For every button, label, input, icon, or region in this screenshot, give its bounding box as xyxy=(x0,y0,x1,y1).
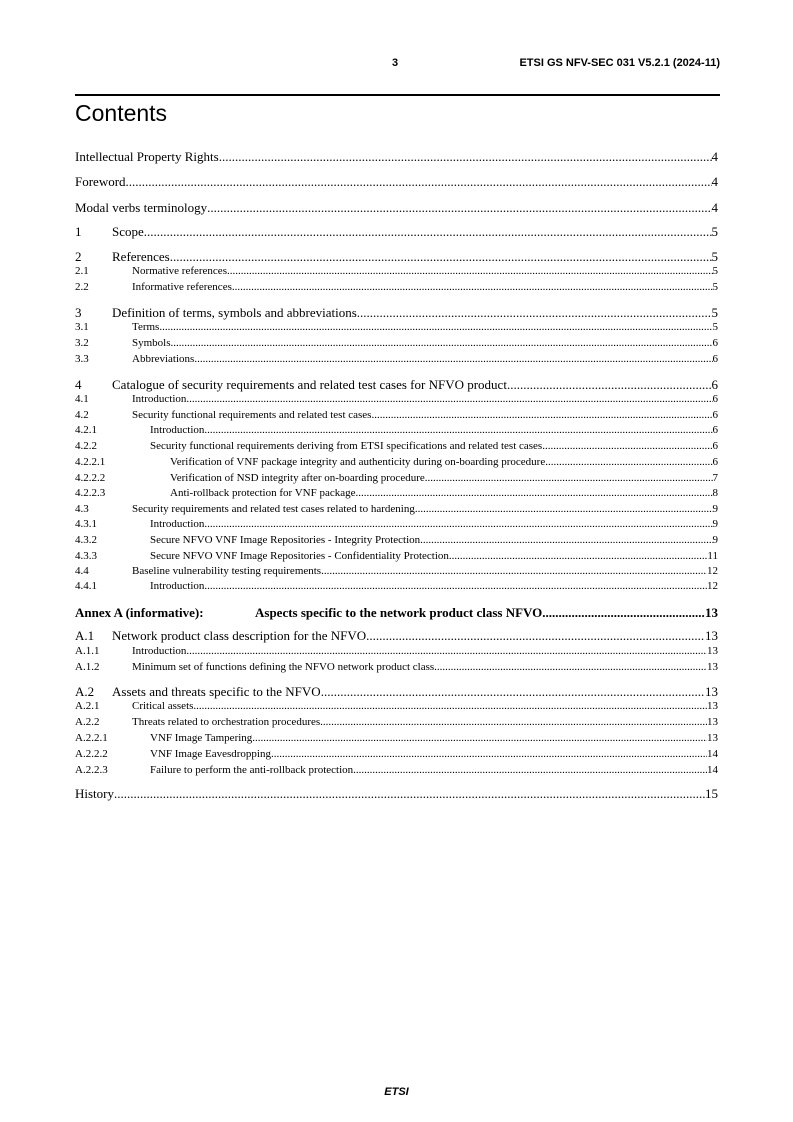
toc-entry-title: VNF Image Eavesdropping xyxy=(150,748,271,760)
toc-entry-page: 4 xyxy=(711,149,718,164)
toc-entry-page: 13 xyxy=(705,628,718,643)
toc-entry-title: Introduction xyxy=(150,518,205,530)
toc-entry-title: Critical assets xyxy=(132,700,194,712)
toc-dot-leader xyxy=(114,786,705,802)
toc-entry-page: 5 xyxy=(712,281,718,293)
toc-entry[interactable] xyxy=(75,265,718,277)
toc-entry-number: 2.2 xyxy=(75,281,89,293)
toc-entry-title: Intellectual Property Rights xyxy=(75,149,219,164)
toc-dot-leader xyxy=(357,305,712,321)
toc-entry[interactable] xyxy=(75,534,718,546)
toc-entry[interactable] xyxy=(75,440,718,452)
toc-entry-page: 9 xyxy=(712,503,718,515)
toc-entry-number: A.2.2.3 xyxy=(75,764,108,776)
toc-entry-title: Modal verbs terminology xyxy=(75,200,208,215)
toc-entry-page: 9 xyxy=(712,534,718,546)
toc-entry[interactable] xyxy=(75,550,718,562)
toc-entry-title: Definition of terms, symbols and abbreviations xyxy=(112,305,357,320)
toc-entry[interactable] xyxy=(75,732,718,744)
toc-dot-leader xyxy=(545,456,712,468)
toc-entry-page: 15 xyxy=(705,786,718,801)
toc-entry[interactable] xyxy=(75,424,718,436)
toc-entry[interactable] xyxy=(75,764,718,776)
toc-entry-title: History xyxy=(75,786,114,801)
toc-entry-number: 3.2 xyxy=(75,337,89,349)
page-number: 3 xyxy=(392,57,399,69)
toc-entry-page: 6 xyxy=(711,377,718,392)
toc-entry-number: A.1 xyxy=(75,628,95,643)
toc-entry-page: 13 xyxy=(705,684,718,699)
toc-entry-page: 4 xyxy=(711,200,718,215)
toc-dot-leader xyxy=(320,716,707,728)
toc-entry[interactable] xyxy=(75,409,718,421)
toc-dot-leader xyxy=(420,534,712,546)
toc-entry-number: 1 xyxy=(75,224,82,239)
toc-entry[interactable] xyxy=(75,661,718,673)
toc-entry-page: 5 xyxy=(711,224,718,239)
document-id: ETSI GS NFV-SEC 031 V5.2.1 (2024-11) xyxy=(519,57,720,69)
toc-dot-leader xyxy=(425,472,713,484)
toc-entry-page: 5 xyxy=(712,265,718,277)
toc-entry[interactable] xyxy=(75,684,718,700)
toc-entry[interactable] xyxy=(75,305,718,321)
toc-entry-title: Introduction xyxy=(132,645,187,657)
toc-entry[interactable] xyxy=(75,645,718,657)
toc-entry-title: Security functional requirements and related test cases xyxy=(132,409,372,421)
toc-dot-leader xyxy=(542,605,705,621)
toc-entry-number: 3 xyxy=(75,305,82,320)
toc-entry-number: 4.2.2.3 xyxy=(75,487,106,499)
toc-entry[interactable] xyxy=(75,700,718,712)
toc-entry-page: 13 xyxy=(707,716,718,728)
toc-entry[interactable] xyxy=(75,353,718,365)
toc-entry-page: 13 xyxy=(707,645,718,657)
toc-dot-leader xyxy=(159,321,712,333)
toc-entry-page: 6 xyxy=(712,456,718,468)
toc-entry-title: References xyxy=(112,249,170,264)
toc-dot-leader xyxy=(126,174,712,190)
toc-entry-title: Secure NFVO VNF Image Repositories - Confidentiality Protection xyxy=(150,550,449,562)
toc-entry-number: A.2.2.2 xyxy=(75,748,108,760)
toc-entry-title: Aspects specific to the network product class NFVO xyxy=(255,605,543,620)
toc-entry[interactable] xyxy=(75,200,718,216)
toc-dot-leader xyxy=(219,149,712,165)
toc-entry-title: Introduction xyxy=(132,393,187,405)
toc-entry-title: Secure NFVO VNF Image Repositories - Integrity Protection xyxy=(150,534,421,546)
toc-dot-leader xyxy=(194,353,712,365)
toc-entry-number: 4.2.2.1 xyxy=(75,456,106,468)
toc-entry-page: 12 xyxy=(707,565,718,577)
toc-entry[interactable] xyxy=(75,149,718,165)
toc-entry-page: 6 xyxy=(712,440,718,452)
toc-entry-title: Network product class description for the NFVO xyxy=(112,628,367,643)
toc-entry-number: A.2.1 xyxy=(75,700,100,712)
toc-entry[interactable] xyxy=(75,321,718,333)
toc-entry-number: 2.1 xyxy=(75,265,89,277)
toc-entry[interactable] xyxy=(75,337,718,349)
toc-dot-leader xyxy=(366,628,705,644)
toc-entry-title: Abbreviations xyxy=(132,353,195,365)
toc-entry-number: 4.4.1 xyxy=(75,580,97,592)
toc-entry-number: 3.1 xyxy=(75,321,89,333)
toc-entry[interactable] xyxy=(75,224,718,240)
toc-entry-title: Baseline vulnerability testing requirements xyxy=(132,565,322,577)
toc-dot-leader xyxy=(227,265,713,277)
toc-entry[interactable] xyxy=(75,487,718,499)
toc-entry-page: 5 xyxy=(711,249,718,264)
toc-entry-title: Scope xyxy=(112,224,144,239)
toc-dot-leader xyxy=(207,200,711,216)
toc-entry-number: A.2.2 xyxy=(75,716,100,728)
toc-entry[interactable] xyxy=(75,456,718,468)
toc-dot-leader xyxy=(542,440,712,452)
page-header xyxy=(75,57,720,73)
toc-entry-number: 4.1 xyxy=(75,393,89,405)
toc-entry-page: 11 xyxy=(707,550,718,562)
toc-entry-title: Catalogue of security requirements and related test cases for NFVO product xyxy=(112,377,507,392)
toc-dot-leader xyxy=(204,518,712,530)
toc-entry-title: Minimum set of functions defining the NFVO network product class xyxy=(132,661,435,673)
toc-entry-number: 4.3.1 xyxy=(75,518,97,530)
toc-entry-title: VNF Image Tampering xyxy=(150,732,253,744)
toc-entry-number: 4.2.2 xyxy=(75,440,97,452)
toc-entry[interactable] xyxy=(75,786,718,802)
toc-entry[interactable] xyxy=(75,377,718,393)
toc-entry-title: Security requirements and related test cases related to hardening xyxy=(132,503,415,515)
page-title: Contents xyxy=(75,100,168,126)
toc-dot-leader xyxy=(186,393,712,405)
toc-entry-number: A.1.2 xyxy=(75,661,100,673)
toc-entry-page: 13 xyxy=(707,732,718,744)
toc-entry-page: 6 xyxy=(712,424,718,436)
toc-dot-leader xyxy=(144,224,712,240)
toc-entry-number: 4.3 xyxy=(75,503,89,515)
toc-entry[interactable] xyxy=(75,518,718,530)
toc-entry-page: 13 xyxy=(705,605,718,620)
toc-entry-title: Security functional requirements deriving from ETSI specifications and related test cases xyxy=(150,440,543,452)
toc-entry[interactable] xyxy=(75,565,718,577)
toc-entry[interactable] xyxy=(75,503,718,515)
toc-entry-number: 4.3.2 xyxy=(75,534,97,546)
toc-entry-title: Informative references xyxy=(132,281,232,293)
toc-entry-page: 13 xyxy=(707,700,718,712)
toc-entry-number: 3.3 xyxy=(75,353,89,365)
toc-entry-page: 5 xyxy=(711,305,718,320)
toc-dot-leader xyxy=(204,424,712,436)
toc-entry-title: Foreword xyxy=(75,174,126,189)
toc-entry[interactable] xyxy=(75,605,718,621)
toc-dot-leader xyxy=(353,764,707,776)
toc-dot-leader xyxy=(232,281,713,293)
toc-entry-page: 9 xyxy=(712,518,718,530)
toc-entry-number: 4.4 xyxy=(75,565,89,577)
toc-dot-leader xyxy=(271,748,707,760)
toc-dot-leader xyxy=(171,337,713,349)
toc-dot-leader xyxy=(507,377,712,393)
toc-entry[interactable] xyxy=(75,281,718,293)
toc-entry-number: 4 xyxy=(75,377,82,392)
toc-entry[interactable] xyxy=(75,249,718,265)
toc-entry[interactable] xyxy=(75,716,718,728)
toc-entry-title: Assets and threats specific to the NFVO xyxy=(112,684,321,699)
toc-entry-title: Symbols xyxy=(132,337,171,349)
toc-dot-leader xyxy=(186,645,707,657)
toc-dot-leader xyxy=(252,732,707,744)
toc-entry-number: 4.2.1 xyxy=(75,424,97,436)
toc-entry-page: 6 xyxy=(712,409,718,421)
toc-entry-page: 8 xyxy=(712,487,718,499)
toc-entry-page: 5 xyxy=(712,321,718,333)
toc-entry-number: Annex A (informative): xyxy=(75,605,204,620)
toc-entry[interactable] xyxy=(75,174,718,190)
toc-entry-number: A.2 xyxy=(75,684,95,699)
toc-dot-leader xyxy=(193,700,707,712)
toc-entry-page: 4 xyxy=(711,174,718,189)
toc-dot-leader xyxy=(449,550,708,562)
toc-dot-leader xyxy=(321,565,707,577)
toc-entry-title: Introduction xyxy=(150,424,205,436)
toc-entry-page: 6 xyxy=(712,337,718,349)
toc-entry-number: 4.2.2.2 xyxy=(75,472,106,484)
toc-entry-title: Normative references xyxy=(132,265,227,277)
toc-entry-number: 4.2 xyxy=(75,409,89,421)
toc-entry-page: 14 xyxy=(707,748,718,760)
toc-entry-page: 12 xyxy=(707,580,718,592)
toc-dot-leader xyxy=(371,409,712,421)
page-footer: ETSI xyxy=(384,1086,409,1098)
toc-entry[interactable] xyxy=(75,393,718,405)
toc-entry-number: A.2.2.1 xyxy=(75,732,108,744)
toc-entry-title: Verification of VNF package integrity and authenticity during on-boarding procedure xyxy=(170,456,546,468)
toc-entry-title: Failure to perform the anti-rollback protection xyxy=(150,764,354,776)
toc-dot-leader xyxy=(356,487,713,499)
toc-entry[interactable] xyxy=(75,628,718,644)
toc-entry-page: 13 xyxy=(707,661,718,673)
toc-dot-leader xyxy=(415,503,713,515)
header-rule xyxy=(75,94,720,96)
toc-entry-page: 7 xyxy=(712,472,718,484)
toc-entry-title: Introduction xyxy=(150,580,205,592)
toc-entry-page: 14 xyxy=(707,764,718,776)
toc-entry-number: A.1.1 xyxy=(75,645,100,657)
toc-dot-leader xyxy=(170,249,712,265)
toc-entry[interactable] xyxy=(75,748,718,760)
toc-entry-page: 6 xyxy=(712,353,718,365)
toc-entry[interactable] xyxy=(75,472,718,484)
toc-entry[interactable] xyxy=(75,580,718,592)
toc-dot-leader xyxy=(204,580,707,592)
toc-dot-leader xyxy=(321,684,705,700)
toc-dot-leader xyxy=(434,661,707,673)
toc-entry-title: Terms xyxy=(132,321,160,333)
toc-entry-title: Threats related to orchestration procedures xyxy=(132,716,321,728)
toc-entry-title: Verification of NSD integrity after on-boarding procedure xyxy=(170,472,425,484)
toc-entry-number: 4.3.3 xyxy=(75,550,97,562)
toc-entry-number: 2 xyxy=(75,249,82,264)
toc-entry-title: Anti-rollback protection for VNF package xyxy=(170,487,356,499)
toc-entry-page: 6 xyxy=(712,393,718,405)
